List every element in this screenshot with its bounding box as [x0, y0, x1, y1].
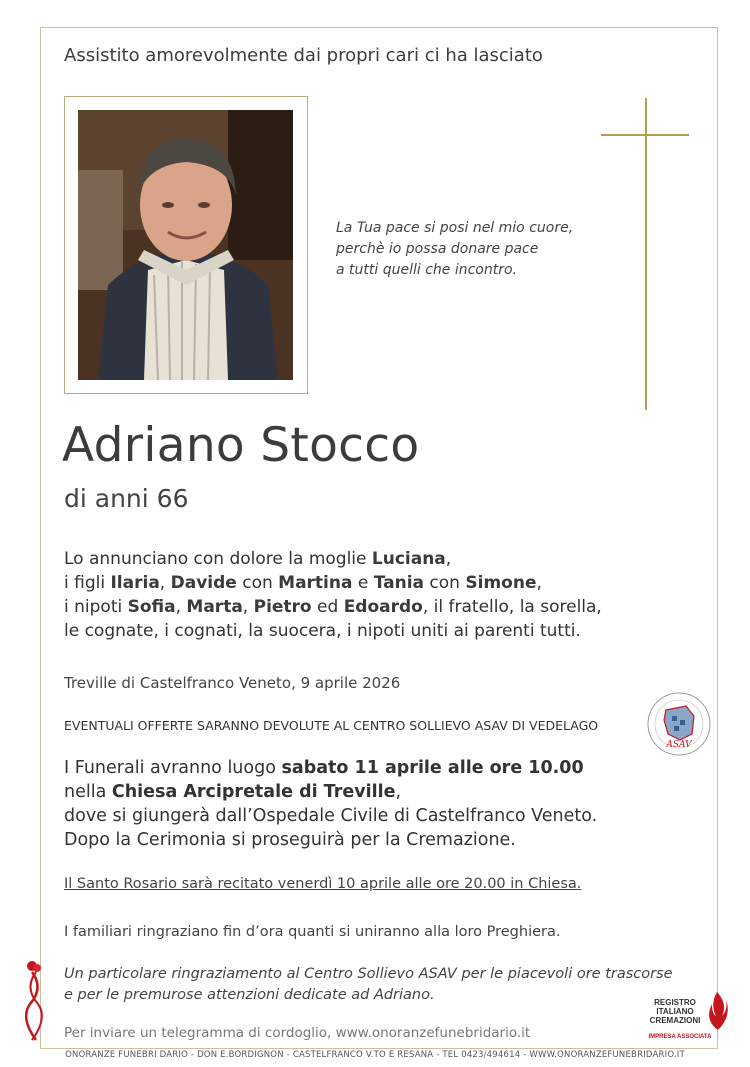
quote-line: perchè io possa donare pace — [336, 241, 539, 257]
portrait-photo — [78, 110, 293, 380]
ribbon-flower-icon — [18, 958, 50, 1043]
svg-text:ASAV: ASAV — [666, 740, 692, 750]
asav-logo-icon — [636, 690, 722, 758]
special-thanks-line: Un particolare ringraziamento al Centro Sollievo ASAV per le piacevoli ore trascorse — [64, 966, 673, 982]
funeral-line-4: Dopo la Cerimonia si proseguirà per la Cremazione. — [64, 830, 516, 850]
footer: ONORANZE FUNEBRI DARIO - DON E.BORDIGNON - CASTELFRANCO V.TO E RESANA - TEL 0423/494614 - WWW.ONORANZEFUNEBRIDARIO.IT — [65, 1050, 685, 1060]
quote-line: La Tua pace si posi nel mio cuore, — [336, 220, 574, 236]
rci-logo-text: REGISTRO ITALIANO CREMAZIONI — [649, 998, 701, 1025]
special-thanks-line: e per le premurose attenzioni dedicate ad Adriano. — [64, 987, 435, 1003]
announcement-line-4: le cognate, i cognati, la suocera, i nipoti uniti ai parenti tutti. — [64, 621, 581, 641]
funeral-info — [64, 756, 597, 852]
announcement-line-3: i nipoti Sofia, Marta, Pietro ed Edoardo, il fratello, la sorella, — [64, 597, 602, 617]
wife-name: Luciana — [371, 549, 446, 569]
telegram-link[interactable]: Per inviare un telegramma di cordoglio, www.onoranzefunebridario.it — [64, 1025, 531, 1041]
place-date: Treville di Castelfranco Veneto, 9 aprile 2026 — [64, 674, 401, 692]
intro-text: Assistito amorevolmente dai propri cari ci ha lasciato — [64, 45, 543, 66]
quote — [336, 218, 573, 281]
announcement-line-1: Lo annunciano con dolore la moglie Luciana, — [64, 549, 452, 569]
special-thanks — [64, 964, 673, 1006]
cross-vertical — [645, 98, 647, 410]
rci-logo — [640, 990, 736, 1046]
deceased-name: Adriano Stocco — [62, 418, 420, 473]
funeral-line-3: dove si giungerà dall’Ospedale Civile di Castelfranco Veneto. — [64, 806, 598, 826]
announcement-line-2: i figli Ilaria, Davide con Martina e Tania con Simone, — [64, 573, 542, 593]
rosary-notice: Il Santo Rosario sarà recitato venerdì 10 aprile alle ore 20.00 in Chiesa. — [64, 876, 582, 892]
funeral-line-1: I Funerali avranno luogo sabato 11 aprile alle ore 10.00 — [64, 758, 584, 778]
funeral-line-2: nella Chiesa Arcipretale di Treville, — [64, 782, 402, 802]
quote-line: a tutti quelli che incontro. — [336, 262, 517, 278]
donations-notice: EVENTUALI OFFERTE SARANNO DEVOLUTE AL CENTRO SOLLIEVO ASAV DI VEDELAGO — [64, 718, 599, 733]
announcement — [64, 547, 602, 643]
rci-logo-subtitle: IMPRESA ASSOCIATA — [648, 1034, 712, 1040]
deceased-age: di anni 66 — [64, 484, 189, 513]
portrait-frame — [64, 96, 308, 394]
family-thanks: I familiari ringraziano fin d’ora quanti si uniranno alla loro Preghiera. — [64, 924, 561, 940]
cross-horizontal — [601, 134, 689, 136]
funeral-church: Chiesa Arcipretale di Treville — [111, 782, 396, 802]
funeral-datetime: sabato 11 aprile alle ore 10.00 — [281, 758, 584, 778]
